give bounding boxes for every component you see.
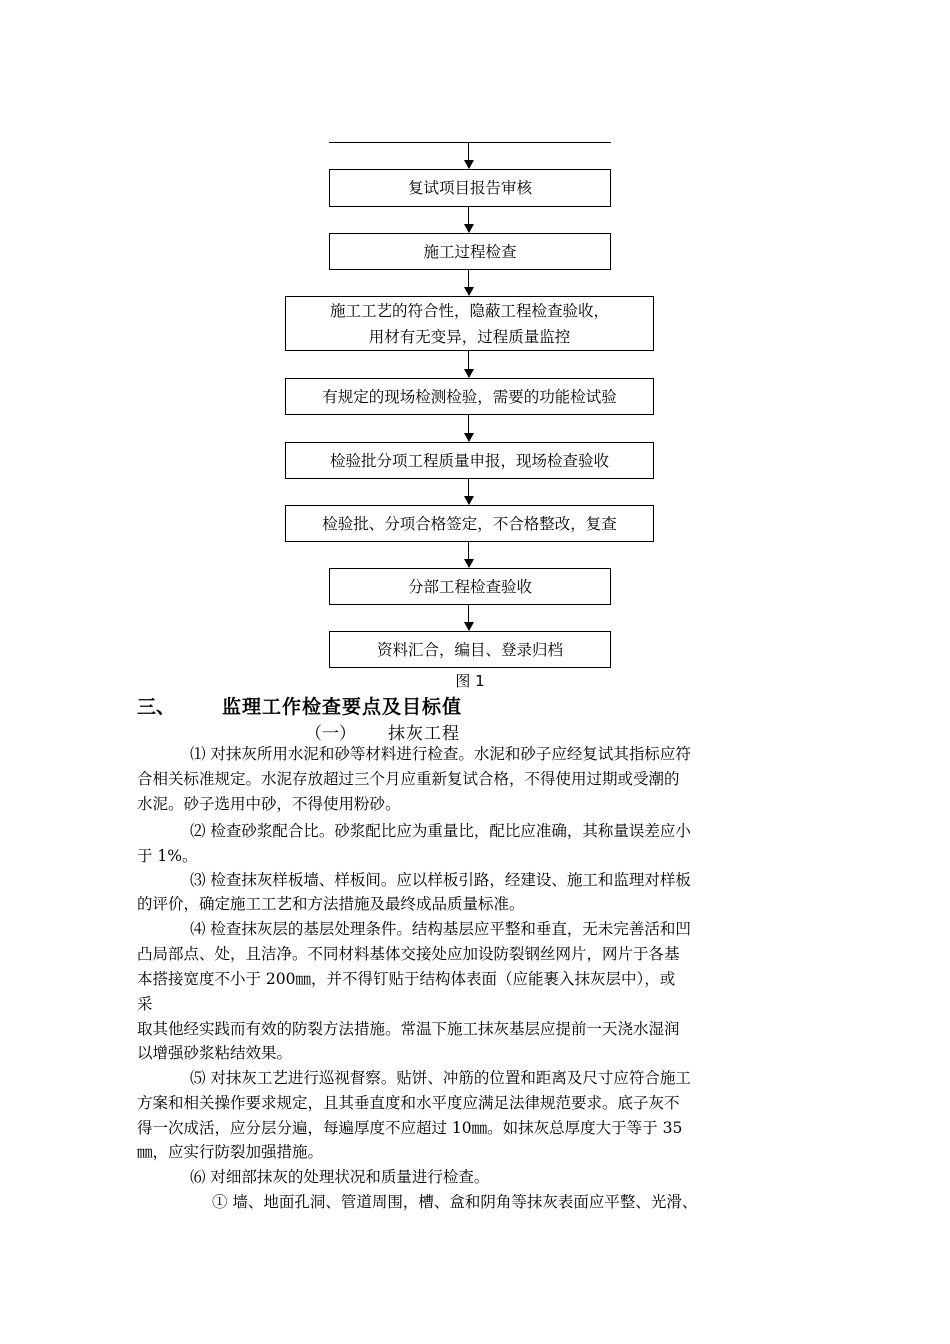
body-line: 取其他经实践而有效的防裂方法措施。常温下施工抹灰基层应提前一天浇水湿润 [137,1020,680,1038]
flow-step-label: 施工工艺的符合性，隐蔽工程检查验收， [329,301,609,320]
flow-step-8 [329,631,611,668]
flow-step-label: 资料汇合，编目、登录归档 [376,640,563,659]
body-line: ⑵ 检查砂浆配合比。砂浆配比应为重量比，配比应准确，其称量误差应小 [190,822,691,840]
body-line: 合相关标准规定。水泥存放超过三个月应重新复试合格，不得使用过期或受潮的 [137,770,680,788]
flow-step-1 [329,169,611,207]
body-line: 于 1%。 [137,847,198,865]
flow-arrow [468,207,469,232]
body-line: 采 [137,995,153,1013]
body-line: ㎜，应实行防裂加强措施。 [137,1143,324,1161]
flowchart-top-line [329,142,611,143]
flow-step-5 [285,442,654,479]
body-line: ⑹ 对细部抹灰的处理状况和质量进行检查。 [190,1168,490,1186]
flow-step-6 [285,505,654,542]
body-line: ⑸ 对抹灰工艺进行巡视督察。贴饼、冲筋的位置和距离及尺寸应符合施工 [190,1069,691,1087]
flow-step-3 [285,296,654,351]
flow-step-label: 施工过程检查 [423,242,517,261]
flow-step-label: 有规定的现场检测检验，需要的功能检试验 [322,387,617,406]
flow-step-label: 检验批分项工程质量申报，现场检查验收 [329,451,609,470]
flow-step-4 [285,378,654,415]
flow-arrow [468,270,469,295]
flow-step-label: 分部工程检查验收 [407,577,532,596]
section-number: 三、 [137,696,176,718]
body-line: 本搭接宽度不小于 200㎜，并不得钉贴于结构体表面（应能裹入抹灰层中），或 [137,970,676,988]
figure-caption: 图 1 [455,672,485,690]
flow-step-2 [329,233,611,270]
flow-step-label: 用材有无变异，过程质量监控 [368,327,571,346]
flow-arrow [468,142,469,168]
flow-step-label: 检验批、分项合格签定，不合格整改，复查 [322,514,617,533]
flow-arrow [468,542,469,567]
flow-arrow [468,479,469,504]
flow-arrow [468,351,469,377]
flow-arrow [468,605,469,630]
section-title: 监理工作检查要点及目标值 [222,696,463,718]
body-line: 方案和相关操作要求规定，且其垂直度和水平度应满足法律规范要求。底子灰不 [137,1094,680,1112]
flow-arrow [468,415,469,441]
flow-step-label: 复试项目报告审核 [407,179,532,197]
flow-step-7 [329,568,611,605]
body-line: 的评价，确定施工工艺和方法措施及最终成品质量标准。 [137,895,525,913]
body-line: 得一次成活，应分层分遍，每遍厚度不应超过 10㎜。如抹灰总厚度大于等于 35 [137,1119,683,1137]
body-line: ⑴ 对抹灰所用水泥和砂等材料进行检查。水泥和砂子应经复试其指标应符 [190,745,691,763]
body-line: ① 墙、地面孔洞、管道周围，槽、盒和阴角等抹灰表面应平整、光滑、 [212,1193,698,1211]
subsection-number: （一） [305,724,356,744]
body-line: ⑷ 检查抹灰层的基层处理条件。结构基层应平整和垂直，无未完善活和凹 [190,920,691,938]
subsection-title: 抹灰工程 [388,724,460,744]
body-line: ⑶ 检查抹灰样板墙、样板间。应以样板引路，经建设、施工和监理对样板 [190,871,691,889]
body-line: 凸局部点、处，且洁净。不同材料基体交接处应加设防裂钢丝网片，网片于各基 [137,945,680,963]
body-line: 以增强砂浆粘结效果。 [137,1044,293,1062]
body-line: 水泥。砂子选用中砂，不得使用粉砂。 [137,795,401,813]
